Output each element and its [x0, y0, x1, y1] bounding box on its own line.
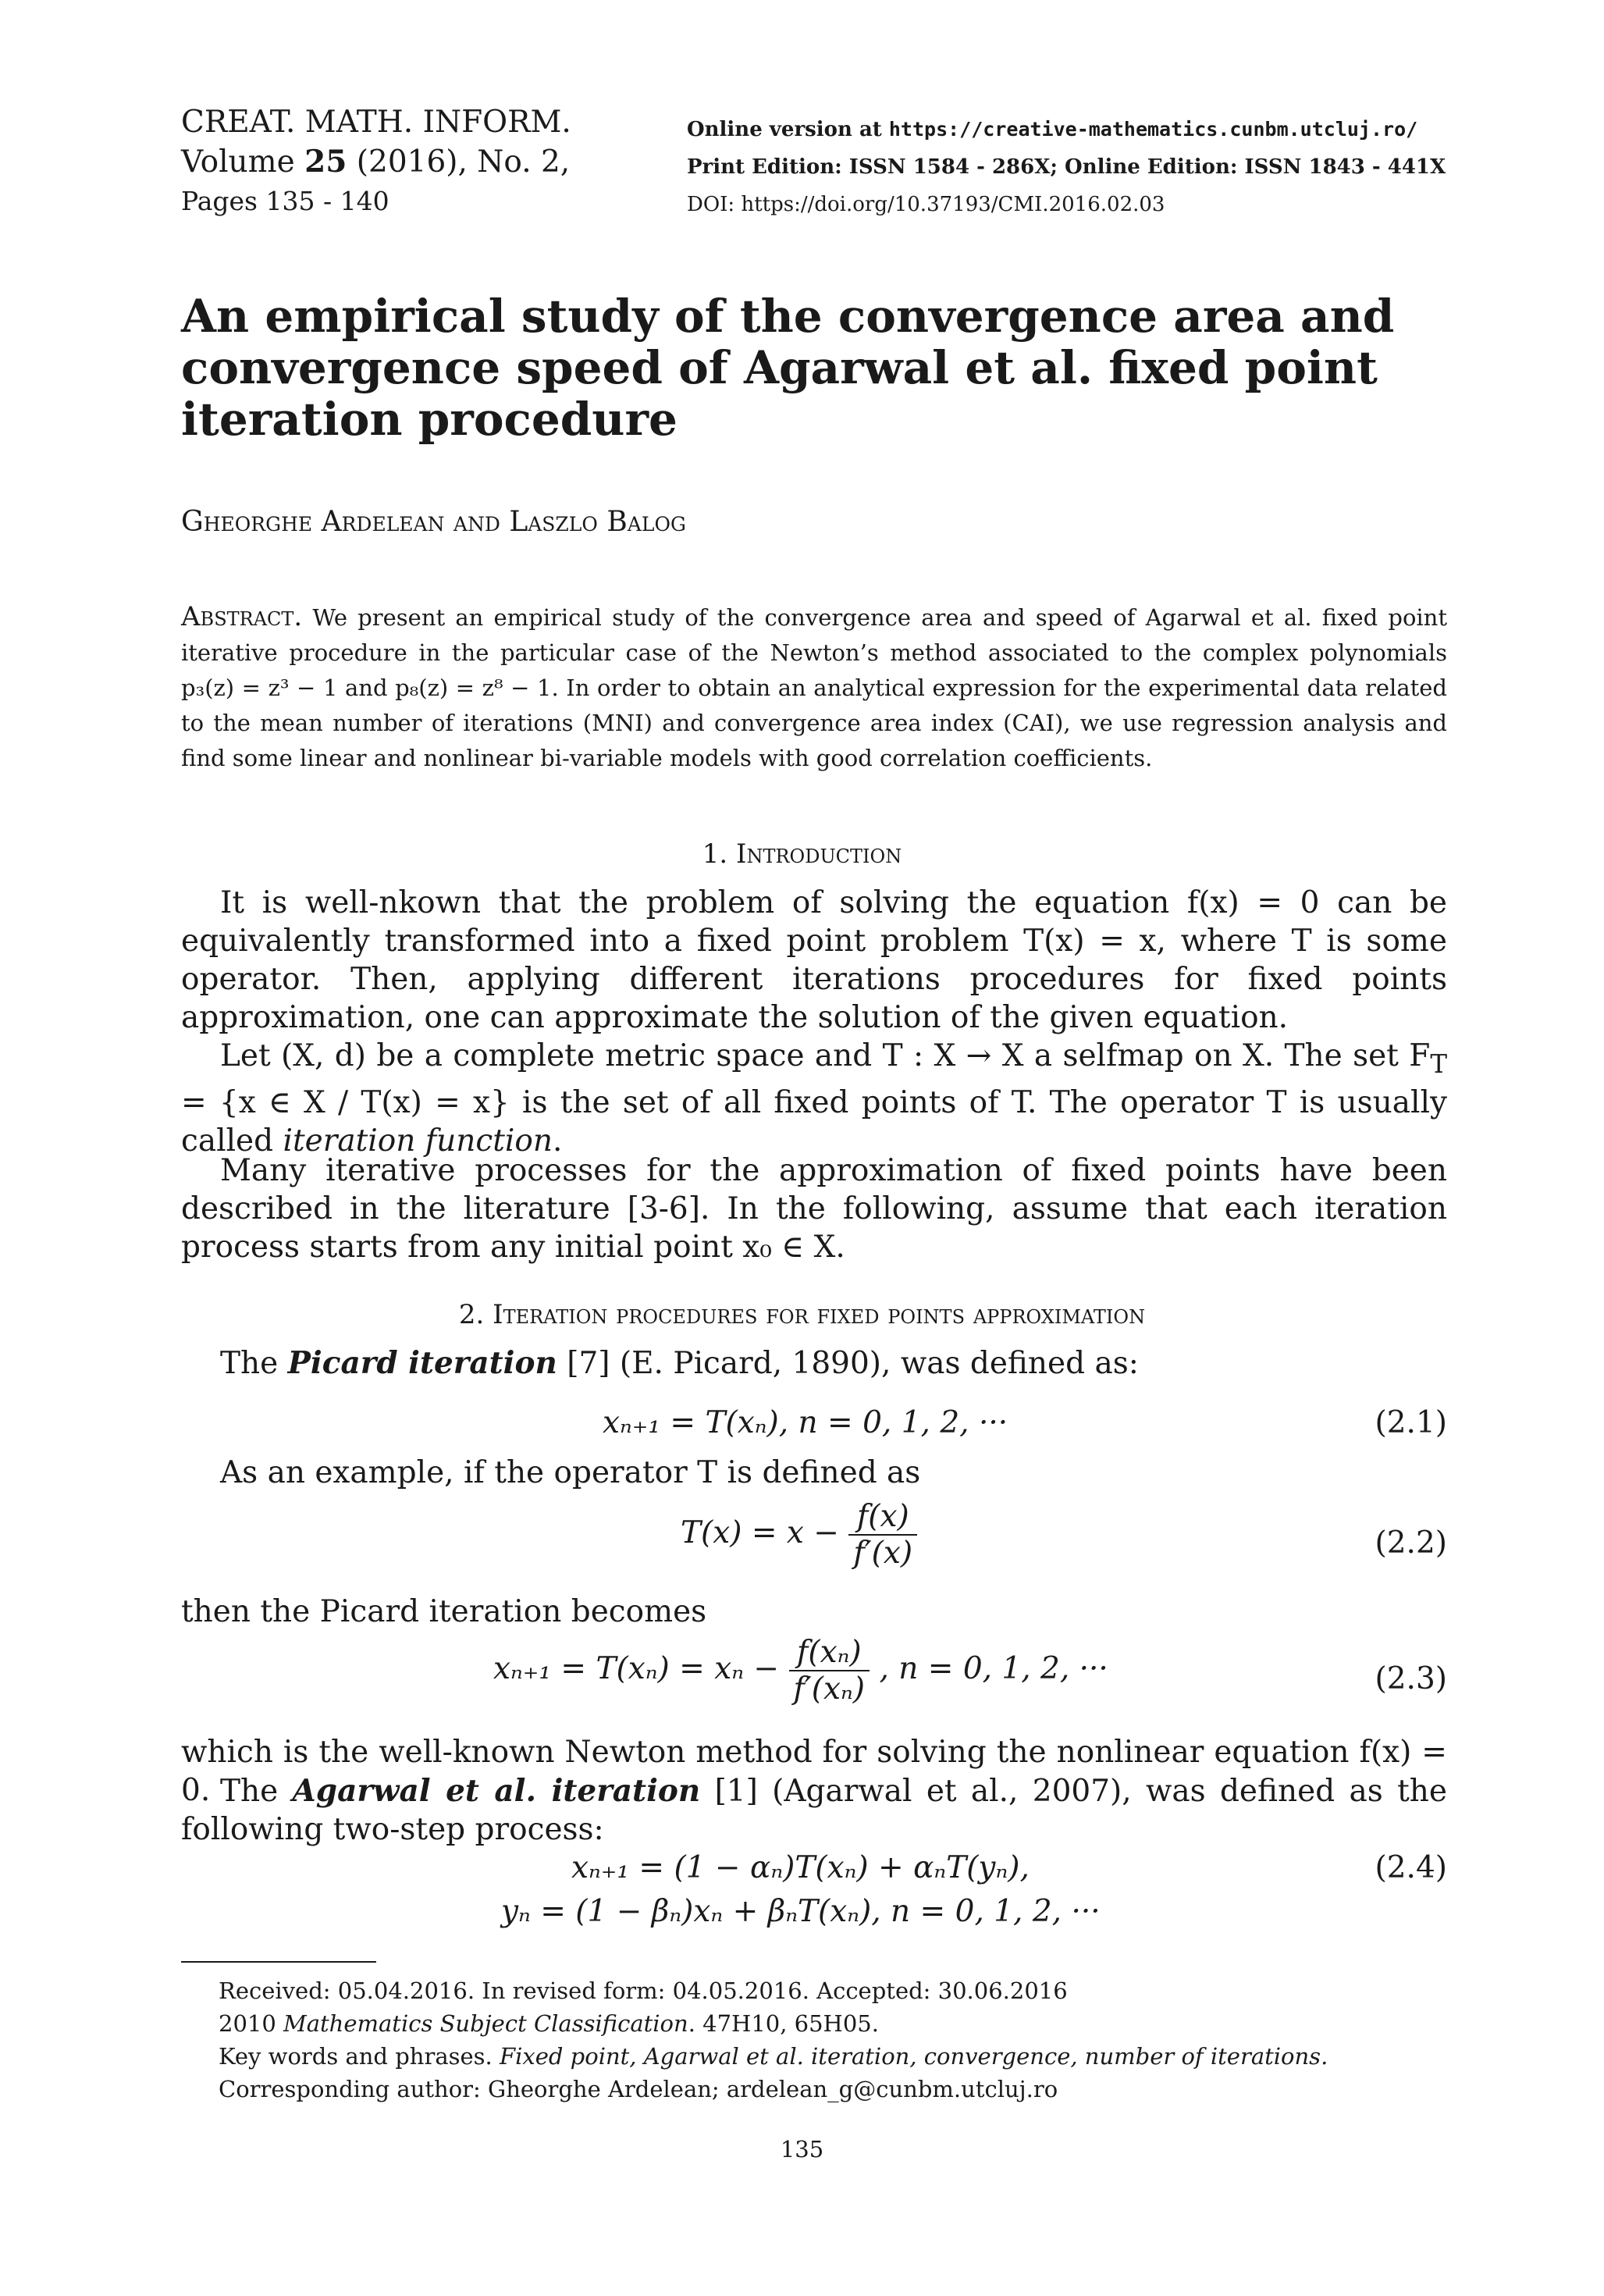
section-heading-iteration-procedures: 2. Iteration procedures for fixed points approximation [458, 1299, 1146, 1330]
equation-2-4: xₙ₊₁ = (1 − αₙ)T(xₙ) + αₙT(yₙ), yₙ = (1 − βₙ)xₙ + βₙT(xₙ), n = 0, 1, 2, ··· (2.4) [501, 1850, 1447, 1929]
keywords: Key words and phrases. Fixed point, Agarwal et al. iteration, convergence, number of iterations. [219, 2043, 1328, 2070]
newton-method-text: which is the well-known Newton method for solving the nonlinear equation f(x) = 0. [181, 1735, 1447, 1808]
picard-becomes: then the Picard iteration becomes [181, 1594, 707, 1629]
equation-number: (2.4) [1375, 1850, 1447, 1885]
intro-paragraph-1: It is well-nkown that the problem of solving the equation f(x) = 0 can be equivalently transformed into a fixed point problem T(x) = x, where T is some operator. Then, applying different iterations procedures for fixed points approximation, one can approximate the solution of the given equation. [181, 885, 1447, 1035]
intro-paragraph-3: Many iterative processes for the approximation of fixed points have been described in the literature [3-6]. In the following, assume that each iteration process starts from any initial point x₀ ∈ X. [181, 1153, 1447, 1265]
corresponding-author: Corresponding author: Gheorghe Ardelean; ardelean_g@cunbm.utcluj.ro [219, 2076, 1058, 2102]
publication-info [687, 111, 1446, 223]
equation-2-3: xₙ₊₁ = T(xₙ) = xₙ − $\frac{\text{f(xₙ)}}{\text{f′(xₙ)}}$ , n = 0, 1, 2, ··· (2.3) [493, 1635, 1447, 1707]
online-version: Online version at https://creative-mathematics.cunbm.utcluj.ro/ [687, 118, 1418, 141]
abstract [181, 600, 1447, 776]
online-url-link[interactable]: https://creative-mathematics.cunbm.utcluj.ro/ [888, 118, 1418, 141]
fraction: $\frac{\text{f(xₙ)}}{\text{f′(xₙ)}}$ [789, 1635, 870, 1707]
abstract-label: Abstract. [181, 601, 303, 632]
pages-range: Pages 135 - 140 [181, 186, 389, 216]
journal-name: CREAT. MATH. INFORM. [181, 105, 571, 140]
equation-number: (2.2) [1375, 1525, 1447, 1561]
equation-2-1: xₙ₊₁ = T(xₙ), n = 0, 1, 2, ··· (2.1) [603, 1405, 1447, 1440]
page-number: 135 [780, 2136, 824, 2163]
equation-number: (2.1) [1375, 1405, 1447, 1440]
section-heading-introduction: 1. Introduction [702, 838, 902, 870]
volume-line: Volume 25 (2016), No. 2, [181, 144, 571, 180]
equation-2-2: T(x) = x − $\frac{f(x)}{f'(x)}$ (2.2) [681, 1499, 1447, 1571]
fraction: $\frac{f(x)}{f'(x)}$ [848, 1499, 917, 1571]
agarwal-intro: The Agarwal et al. iteration [1] (Agarwal et al., 2007), was defined as the following two-step process: [181, 1773, 1447, 1847]
received-dates: Received: 05.04.2016. In revised form: 04.05.2016. Accepted: 30.06.2016 [219, 1977, 1068, 2004]
intro-paragraph-2: Let (X, d) be a complete metric space and T : X → X a selfmap on X. The set $F_T = \{x$ ∈ X / T(x) = x} is the set of all fixed points of T. The operator T is usually called iteration function. [181, 1038, 1447, 1159]
authors: Gheorghe Ardelean and Laszlo Balog [181, 506, 686, 538]
picard-intro: The Picard iteration [7] (E. Picard, 1890), was defined as: [220, 1345, 1139, 1381]
journal-meta [181, 103, 571, 221]
abstract-text: We present an empirical study of the convergence area and speed of Agarwal et al. fixed point iterative procedure in the particular case of the Newton’s method associated to the complex polynomials p₃(z) = z³ − 1 and p₈(z) = z⁸ − 1. In order to obtain an analytical expression for the experimental data related to the mean number of iterations (MNI) and convergence area index (CAI), we use regression analysis and find some linear and nonlinear bi-variable models with good correlation coefficients. [181, 604, 1448, 771]
msc-classification: 2010 Mathematics Subject Classification. 47H10, 65H05. [219, 2010, 879, 2037]
issn-line: Print Edition: ISSN 1584 - 286X; Online Edition: ISSN 1843 - 441X [687, 155, 1446, 179]
doi-line[interactable]: DOI: https://doi.org/10.37193/CMI.2016.02.03 [687, 193, 1165, 216]
equation-number: (2.3) [1375, 1661, 1447, 1696]
paper-title: An empirical study of the convergence area and convergence speed of Agarwal et al. fixed point iteration procedure [181, 290, 1395, 446]
footnote-rule [181, 1961, 376, 1963]
example-text: As an example, if the operator T is defined as [220, 1455, 921, 1490]
